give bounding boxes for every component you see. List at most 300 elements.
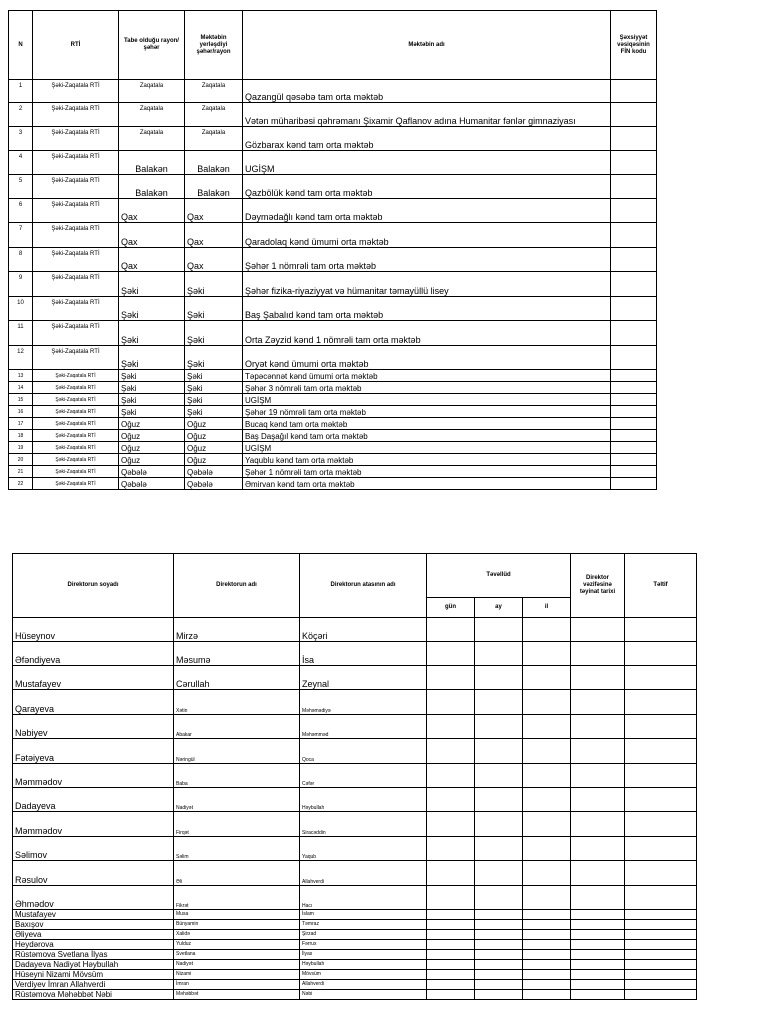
school-cell-location: Şəki xyxy=(185,406,243,418)
director-cell-appointed xyxy=(571,837,625,861)
director-cell-patronymic: Allahverdi xyxy=(300,861,427,886)
school-cell-rayon: Şəki xyxy=(119,406,185,418)
school-cell-n: 1 xyxy=(9,80,33,103)
school-row xyxy=(9,466,657,478)
school-cell-rayon: Şəki xyxy=(119,382,185,394)
school-cell-school: Əmirvan kənd tam orta məktəb xyxy=(243,478,611,490)
director-cell-surname: Nəbiyev xyxy=(13,715,174,739)
director-cell-surname: Verdiyev İmran Allahverdi xyxy=(13,980,174,990)
school-cell-n: 3 xyxy=(9,127,33,151)
director-cell-day xyxy=(427,666,475,690)
director-row xyxy=(13,739,697,764)
director-cell-name: Xalidə xyxy=(174,930,300,940)
director-cell-training xyxy=(625,618,697,642)
school-cell-rayon: Balakən xyxy=(119,175,185,199)
school-cell-rti: Şəki-Zaqatala RTİ xyxy=(33,430,119,442)
director-cell-surname: Fətəiyeva xyxy=(13,739,174,764)
school-cell-rti: Şəki-Zaqatala RTİ xyxy=(33,418,119,430)
director-cell-surname: Hüseynov xyxy=(13,618,174,642)
director-cell-patronymic: Hacı xyxy=(300,886,427,910)
school-cell-school: Qazangül qəsəbə tam orta məktəb xyxy=(243,80,611,103)
school-cell-rayon: Zaqatala xyxy=(119,127,185,151)
director-cell-surname: Məmmədov xyxy=(13,764,174,788)
school-cell-fin xyxy=(611,103,657,127)
school-cell-rayon: Qax xyxy=(119,248,185,272)
school-cell-fin xyxy=(611,394,657,406)
school-cell-location: Balakən xyxy=(185,151,243,175)
director-cell-year xyxy=(523,642,571,666)
director-cell-name: Səlim xyxy=(174,837,300,861)
director-cell-day xyxy=(427,930,475,940)
header-rayon: Tabe olduğu rayon/şəhər xyxy=(119,11,185,80)
director-cell-patronymic: Qoca xyxy=(300,739,427,764)
school-cell-rti: Şəki-Zaqatala RTİ xyxy=(33,442,119,454)
school-cell-rayon: Şəki xyxy=(119,297,185,321)
director-cell-day xyxy=(427,990,475,1000)
school-cell-rayon: Zaqatala xyxy=(119,80,185,103)
schools-table-body xyxy=(9,80,657,490)
school-row xyxy=(9,370,657,382)
director-cell-day xyxy=(427,970,475,980)
director-cell-patronymic: Siracəddin xyxy=(300,812,427,837)
schools-table xyxy=(8,10,657,490)
school-cell-rti: Şəki-Zaqatala RTİ xyxy=(33,199,119,223)
director-cell-training xyxy=(625,990,697,1000)
school-cell-rayon: Qax xyxy=(119,199,185,223)
director-cell-name: Nadiyət xyxy=(174,960,300,970)
director-cell-year xyxy=(523,940,571,950)
director-cell-year xyxy=(523,788,571,812)
school-cell-rayon: Şəki xyxy=(119,370,185,382)
school-cell-n: 12 xyxy=(9,346,33,370)
director-cell-training xyxy=(625,837,697,861)
director-cell-day xyxy=(427,980,475,990)
director-cell-patronymic: İslam xyxy=(300,910,427,920)
school-cell-school: Şəhər 1 nömrəli tam orta məktəb xyxy=(243,466,611,478)
school-row xyxy=(9,248,657,272)
school-cell-rayon: Şəki xyxy=(119,394,185,406)
school-cell-rayon: Qəbələ xyxy=(119,466,185,478)
school-cell-fin xyxy=(611,466,657,478)
director-cell-patronymic: Nəbi xyxy=(300,990,427,1000)
director-cell-month xyxy=(475,739,523,764)
school-row xyxy=(9,175,657,199)
director-cell-name: Nizami xyxy=(174,970,300,980)
director-cell-patronymic: Yaqub xyxy=(300,837,427,861)
school-row xyxy=(9,321,657,346)
director-row xyxy=(13,618,697,642)
director-cell-surname: Mustafayev xyxy=(13,666,174,690)
header-school: Məktəbin adı xyxy=(243,11,611,80)
director-cell-month xyxy=(475,886,523,910)
director-cell-appointed xyxy=(571,910,625,920)
school-cell-fin xyxy=(611,297,657,321)
director-cell-appointed xyxy=(571,960,625,970)
school-row xyxy=(9,478,657,490)
director-row xyxy=(13,940,697,950)
director-cell-name: Abakar xyxy=(174,715,300,739)
director-cell-year xyxy=(523,990,571,1000)
school-cell-rti: Şəki-Zaqatala RTİ xyxy=(33,103,119,127)
school-cell-school: Şəhər fizika-riyaziyyat və hümanitar təmayüllü lisey xyxy=(243,272,611,297)
director-cell-surname: Dadayeva xyxy=(13,788,174,812)
director-cell-month xyxy=(475,930,523,940)
director-row xyxy=(13,642,697,666)
school-cell-rayon: Şəki xyxy=(119,272,185,297)
school-row xyxy=(9,442,657,454)
school-cell-school: Yaqublu kənd tam orta məktəb xyxy=(243,454,611,466)
director-cell-patronymic: Təmraz xyxy=(300,920,427,930)
director-cell-name: Bünyamin xyxy=(174,920,300,930)
school-cell-location: Oğuz xyxy=(185,454,243,466)
school-cell-location: Zaqatala xyxy=(185,127,243,151)
director-cell-month xyxy=(475,764,523,788)
director-cell-patronymic: Zeynal xyxy=(300,666,427,690)
school-cell-rti: Şəki-Zaqatala RTİ xyxy=(33,466,119,478)
director-cell-month xyxy=(475,980,523,990)
school-cell-fin xyxy=(611,223,657,248)
school-cell-n: 5 xyxy=(9,175,33,199)
school-cell-fin xyxy=(611,430,657,442)
school-cell-n: 9 xyxy=(9,272,33,297)
director-cell-name: Nəringül xyxy=(174,739,300,764)
school-cell-fin xyxy=(611,406,657,418)
director-cell-month xyxy=(475,970,523,980)
school-cell-rti: Şəki-Zaqatala RTİ xyxy=(33,151,119,175)
school-cell-school: Şəhər 3 nömrəli tam orta məktəb xyxy=(243,382,611,394)
school-row xyxy=(9,418,657,430)
director-cell-appointed xyxy=(571,970,625,980)
header-year: il xyxy=(523,598,571,618)
school-cell-fin xyxy=(611,418,657,430)
director-cell-appointed xyxy=(571,886,625,910)
director-cell-surname: Qarayeva xyxy=(13,690,174,715)
school-cell-fin xyxy=(611,321,657,346)
director-cell-year xyxy=(523,812,571,837)
school-cell-location: Qəbələ xyxy=(185,478,243,490)
header-rti: RTİ xyxy=(33,11,119,80)
school-cell-school: Orta Zəyzid kənd 1 nömrəli tam orta məktəb xyxy=(243,321,611,346)
director-cell-appointed xyxy=(571,980,625,990)
director-cell-month xyxy=(475,788,523,812)
school-cell-rayon: Zaqatala xyxy=(119,103,185,127)
director-cell-year xyxy=(523,910,571,920)
director-row xyxy=(13,970,697,980)
school-cell-rti: Şəki-Zaqatala RTİ xyxy=(33,382,119,394)
director-cell-day xyxy=(427,764,475,788)
director-cell-patronymic: Məhəmədiyə xyxy=(300,690,427,715)
director-cell-appointed xyxy=(571,764,625,788)
director-row xyxy=(13,666,697,690)
director-cell-month xyxy=(475,861,523,886)
school-cell-location: Oğuz xyxy=(185,430,243,442)
director-cell-year xyxy=(523,920,571,930)
school-cell-rti: Şəki-Zaqatala RTİ xyxy=(33,80,119,103)
director-cell-surname: Səlimov xyxy=(13,837,174,861)
school-row xyxy=(9,127,657,151)
director-cell-name: Məsumə xyxy=(174,642,300,666)
school-cell-location: Şəki xyxy=(185,370,243,382)
director-cell-training xyxy=(625,690,697,715)
director-cell-surname: Əhmədov xyxy=(13,886,174,910)
school-cell-fin xyxy=(611,248,657,272)
director-cell-day xyxy=(427,690,475,715)
school-cell-fin xyxy=(611,478,657,490)
director-cell-training xyxy=(625,886,697,910)
director-cell-patronymic: İsa xyxy=(300,642,427,666)
school-cell-rti: Şəki-Zaqatala RTİ xyxy=(33,454,119,466)
director-cell-year xyxy=(523,980,571,990)
school-cell-school: Şəhər 19 nömrəli tam orta məktəb xyxy=(243,406,611,418)
school-cell-location: Şəki xyxy=(185,346,243,370)
director-cell-surname: Heydərova xyxy=(13,940,174,950)
director-cell-name: Svetlana xyxy=(174,950,300,960)
school-cell-school: Baş Daşağıl kənd tam orta məktəb xyxy=(243,430,611,442)
director-cell-month xyxy=(475,715,523,739)
school-cell-n: 21 xyxy=(9,466,33,478)
director-cell-patronymic: Həybullah xyxy=(300,960,427,970)
director-cell-month xyxy=(475,990,523,1000)
director-cell-day xyxy=(427,618,475,642)
school-cell-rti: Şəki-Zaqatala RTİ xyxy=(33,321,119,346)
director-cell-appointed xyxy=(571,950,625,960)
school-cell-location: Qax xyxy=(185,248,243,272)
director-cell-day xyxy=(427,739,475,764)
school-cell-n: 4 xyxy=(9,151,33,175)
director-cell-year xyxy=(523,930,571,940)
director-cell-patronymic: Allahverdi xyxy=(300,980,427,990)
director-cell-patronymic: Fərrux xyxy=(300,940,427,950)
school-cell-school: UGİŞM xyxy=(243,394,611,406)
school-cell-location: Qəbələ xyxy=(185,466,243,478)
director-cell-surname: Rüstəmova Məhəbbət Nəbi xyxy=(13,990,174,1000)
school-cell-n: 14 xyxy=(9,382,33,394)
director-cell-year xyxy=(523,837,571,861)
director-cell-day xyxy=(427,812,475,837)
director-cell-name: Məhəbbət xyxy=(174,990,300,1000)
director-cell-appointed xyxy=(571,666,625,690)
director-cell-training xyxy=(625,960,697,970)
director-cell-appointed xyxy=(571,788,625,812)
school-cell-school: Qaradolaq kənd ümumi orta məktəb xyxy=(243,223,611,248)
school-cell-rti: Şəki-Zaqatala RTİ xyxy=(33,406,119,418)
school-cell-rti: Şəki-Zaqatala RTİ xyxy=(33,175,119,199)
director-cell-patronymic: Cəfər xyxy=(300,764,427,788)
school-cell-rayon: Oğuz xyxy=(119,430,185,442)
school-cell-n: 22 xyxy=(9,478,33,490)
director-cell-year xyxy=(523,861,571,886)
school-cell-fin xyxy=(611,127,657,151)
school-cell-rti: Şəki-Zaqatala RTİ xyxy=(33,127,119,151)
director-cell-name: İmran xyxy=(174,980,300,990)
header-surname: Direktorun soyadı xyxy=(13,554,174,618)
director-cell-month xyxy=(475,960,523,970)
school-cell-n: 8 xyxy=(9,248,33,272)
director-cell-name: Fikrət xyxy=(174,886,300,910)
director-row xyxy=(13,930,697,940)
director-cell-appointed xyxy=(571,618,625,642)
director-cell-appointed xyxy=(571,690,625,715)
school-cell-fin xyxy=(611,199,657,223)
director-cell-day xyxy=(427,950,475,960)
school-row xyxy=(9,454,657,466)
school-cell-fin xyxy=(611,151,657,175)
director-cell-appointed xyxy=(571,739,625,764)
director-cell-surname: Rüstəmova Svetlana İlyas xyxy=(13,950,174,960)
school-cell-location: Şəki xyxy=(185,297,243,321)
director-cell-year xyxy=(523,970,571,980)
school-row xyxy=(9,223,657,248)
director-cell-month xyxy=(475,910,523,920)
school-cell-rayon: Oğuz xyxy=(119,442,185,454)
school-cell-school: Vətən müharibəsi qəhrəmanı Şixamir Qaflanov adına Humanitar fənlər gimnaziyası xyxy=(243,103,611,127)
director-cell-surname: Əliyeva xyxy=(13,930,174,940)
school-cell-fin xyxy=(611,346,657,370)
director-cell-name: Baba xyxy=(174,764,300,788)
header-n: N xyxy=(9,11,33,80)
director-row xyxy=(13,812,697,837)
director-cell-month xyxy=(475,618,523,642)
school-cell-n: 16 xyxy=(9,406,33,418)
school-cell-rti: Şəki-Zaqatala RTİ xyxy=(33,346,119,370)
director-cell-appointed xyxy=(571,920,625,930)
school-cell-rayon: Qax xyxy=(119,223,185,248)
director-cell-training xyxy=(625,930,697,940)
director-cell-patronymic: Şirzad xyxy=(300,930,427,940)
director-cell-appointed xyxy=(571,642,625,666)
director-row xyxy=(13,837,697,861)
director-cell-training xyxy=(625,940,697,950)
school-row xyxy=(9,406,657,418)
director-cell-surname: Əfəndiyeva xyxy=(13,642,174,666)
school-row xyxy=(9,394,657,406)
header-location: Məktəbin yerləşdiyi şəhər/rayon xyxy=(185,11,243,80)
director-row xyxy=(13,788,697,812)
director-cell-day xyxy=(427,960,475,970)
director-cell-name: Cərullah xyxy=(174,666,300,690)
director-cell-appointed xyxy=(571,940,625,950)
school-cell-school: UGİŞM xyxy=(243,151,611,175)
director-row xyxy=(13,950,697,960)
school-row xyxy=(9,199,657,223)
school-row xyxy=(9,272,657,297)
header-name: Direktorun adı xyxy=(174,554,300,618)
director-cell-year xyxy=(523,950,571,960)
school-cell-n: 11 xyxy=(9,321,33,346)
director-cell-name: Nadiyət xyxy=(174,788,300,812)
director-cell-patronymic: İlyas xyxy=(300,950,427,960)
director-row xyxy=(13,861,697,886)
director-cell-training xyxy=(625,666,697,690)
director-cell-training xyxy=(625,970,697,980)
director-row xyxy=(13,960,697,970)
director-row xyxy=(13,920,697,930)
school-cell-location: Zaqatala xyxy=(185,80,243,103)
header-month: ay xyxy=(475,598,523,618)
director-cell-surname: Rəsulov xyxy=(13,861,174,886)
director-cell-training xyxy=(625,715,697,739)
director-row xyxy=(13,990,697,1000)
school-row xyxy=(9,103,657,127)
header-birth: Təvəllüd xyxy=(427,554,571,598)
school-cell-school: Gözbarax kənd tam orta məktəb xyxy=(243,127,611,151)
school-cell-n: 7 xyxy=(9,223,33,248)
school-cell-rayon: Qəbələ xyxy=(119,478,185,490)
director-cell-year xyxy=(523,666,571,690)
school-cell-location: Şəki xyxy=(185,321,243,346)
school-cell-location: Şəki xyxy=(185,394,243,406)
director-cell-year xyxy=(523,739,571,764)
director-cell-surname: Hüseyni Nizami Mövsüm xyxy=(13,970,174,980)
school-cell-n: 20 xyxy=(9,454,33,466)
director-cell-year xyxy=(523,886,571,910)
school-cell-location: Şəki xyxy=(185,382,243,394)
school-cell-rti: Şəki-Zaqatala RTİ xyxy=(33,297,119,321)
director-cell-name: Əli xyxy=(174,861,300,886)
director-row xyxy=(13,886,697,910)
director-cell-training xyxy=(625,910,697,920)
school-cell-school: Oryət kənd ümumi orta məktəb xyxy=(243,346,611,370)
school-cell-school: Şəhər 1 nömrəli tam orta məktəb xyxy=(243,248,611,272)
school-cell-n: 13 xyxy=(9,370,33,382)
school-cell-fin xyxy=(611,454,657,466)
director-cell-training xyxy=(625,739,697,764)
school-row xyxy=(9,430,657,442)
director-cell-training xyxy=(625,812,697,837)
director-cell-day xyxy=(427,837,475,861)
director-cell-surname: Baxışov xyxy=(13,920,174,930)
director-cell-name: Xətin xyxy=(174,690,300,715)
director-cell-month xyxy=(475,940,523,950)
director-cell-year xyxy=(523,715,571,739)
director-cell-year xyxy=(523,764,571,788)
director-cell-day xyxy=(427,886,475,910)
school-cell-fin xyxy=(611,442,657,454)
school-cell-n: 17 xyxy=(9,418,33,430)
director-cell-year xyxy=(523,960,571,970)
director-cell-training xyxy=(625,980,697,990)
directors-header-row xyxy=(13,554,697,598)
director-cell-name: Firqət xyxy=(174,812,300,837)
director-cell-day xyxy=(427,910,475,920)
school-cell-school: Baş Şabalıd kənd tam orta məktəb xyxy=(243,297,611,321)
school-row xyxy=(9,80,657,103)
director-cell-year xyxy=(523,690,571,715)
school-cell-rayon: Balakən xyxy=(119,151,185,175)
director-row xyxy=(13,715,697,739)
director-cell-day xyxy=(427,940,475,950)
director-cell-appointed xyxy=(571,990,625,1000)
director-cell-surname: Məmmədov xyxy=(13,812,174,837)
school-cell-rayon: Oğuz xyxy=(119,418,185,430)
director-cell-appointed xyxy=(571,930,625,940)
school-cell-n: 10 xyxy=(9,297,33,321)
school-row xyxy=(9,151,657,175)
director-cell-appointed xyxy=(571,861,625,886)
director-cell-month xyxy=(475,666,523,690)
header-training: Təltif xyxy=(625,554,697,618)
director-cell-day xyxy=(427,788,475,812)
school-cell-fin xyxy=(611,80,657,103)
director-cell-month xyxy=(475,837,523,861)
school-cell-fin xyxy=(611,382,657,394)
director-cell-training xyxy=(625,920,697,930)
director-cell-day xyxy=(427,920,475,930)
schools-header-row xyxy=(9,11,657,80)
director-row xyxy=(13,910,697,920)
school-cell-n: 19 xyxy=(9,442,33,454)
school-row xyxy=(9,346,657,370)
